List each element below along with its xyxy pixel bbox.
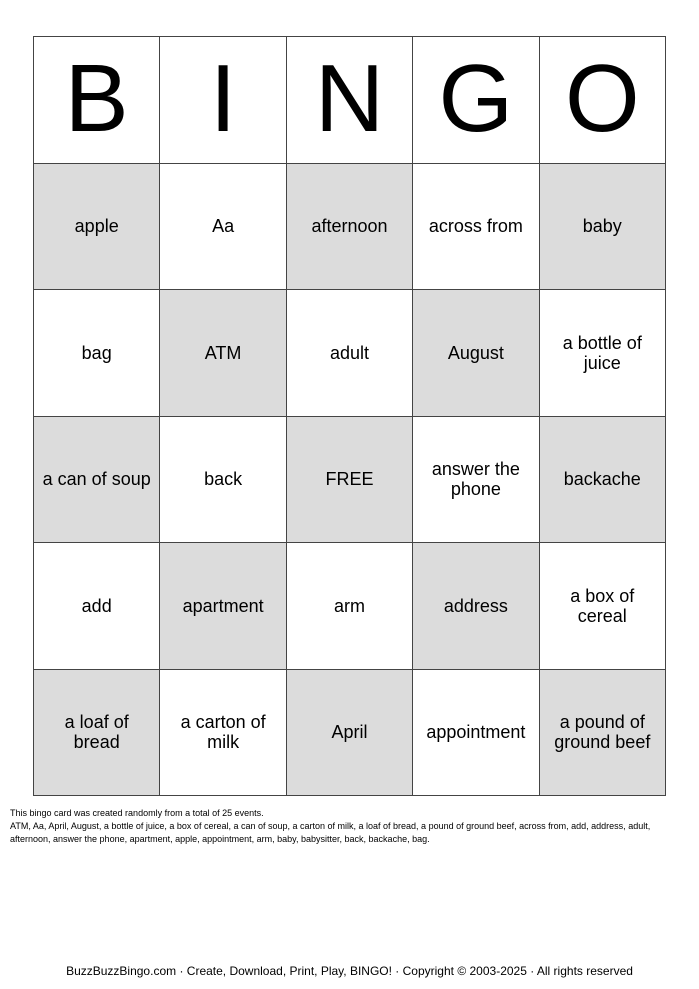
bingo-square: add	[34, 543, 160, 670]
header-letter-b: B	[34, 37, 160, 164]
bingo-card	[33, 36, 666, 796]
bingo-square: across from	[413, 164, 539, 291]
bingo-square: a box of cereal	[540, 543, 666, 670]
card-info-event-list: ATM, Aa, April, August, a bottle of juice, a box of cereal, a can of soup, a carton of milk, a loaf of bread, a pound of ground beef, across from, add, address, adult, afternoon, answer the phone, apartment, apple, appointment, arm, baby, babysitter, back, backache, bag.	[10, 821, 651, 844]
bingo-square: address	[413, 543, 539, 670]
bingo-square: afternoon	[287, 164, 413, 291]
bingo-square: a loaf of bread	[34, 670, 160, 797]
bingo-square: ATM	[160, 290, 286, 417]
bingo-square: answer the phone	[413, 417, 539, 544]
bingo-square: back	[160, 417, 286, 544]
card-info-summary: This bingo card was created randomly from a total of 25 events.	[10, 808, 264, 818]
bingo-square: a pound of ground beef	[540, 670, 666, 797]
bingo-square: apartment	[160, 543, 286, 670]
bingo-square: a can of soup	[34, 417, 160, 544]
bingo-square: a bottle of juice	[540, 290, 666, 417]
bingo-square: backache	[540, 417, 666, 544]
bingo-square: adult	[287, 290, 413, 417]
bingo-square: April	[287, 670, 413, 797]
page-footer: BuzzBuzzBingo.com · Create, Download, Print, Play, BINGO! · Copyright © 2003-2025 · All rights reserved	[66, 964, 633, 978]
bingo-square: Aa	[160, 164, 286, 291]
header-letter-n: N	[287, 37, 413, 164]
free-space-square: FREE	[287, 417, 413, 544]
bingo-square: August	[413, 290, 539, 417]
bingo-square: appointment	[413, 670, 539, 797]
bingo-square: bag	[34, 290, 160, 417]
header-letter-i: I	[160, 37, 286, 164]
bingo-square: arm	[287, 543, 413, 670]
bingo-square: apple	[34, 164, 160, 291]
header-letter-g: G	[413, 37, 539, 164]
header-letter-o: O	[540, 37, 666, 164]
card-info	[10, 807, 690, 846]
bingo-square: baby	[540, 164, 666, 291]
bingo-square: a carton of milk	[160, 670, 286, 797]
